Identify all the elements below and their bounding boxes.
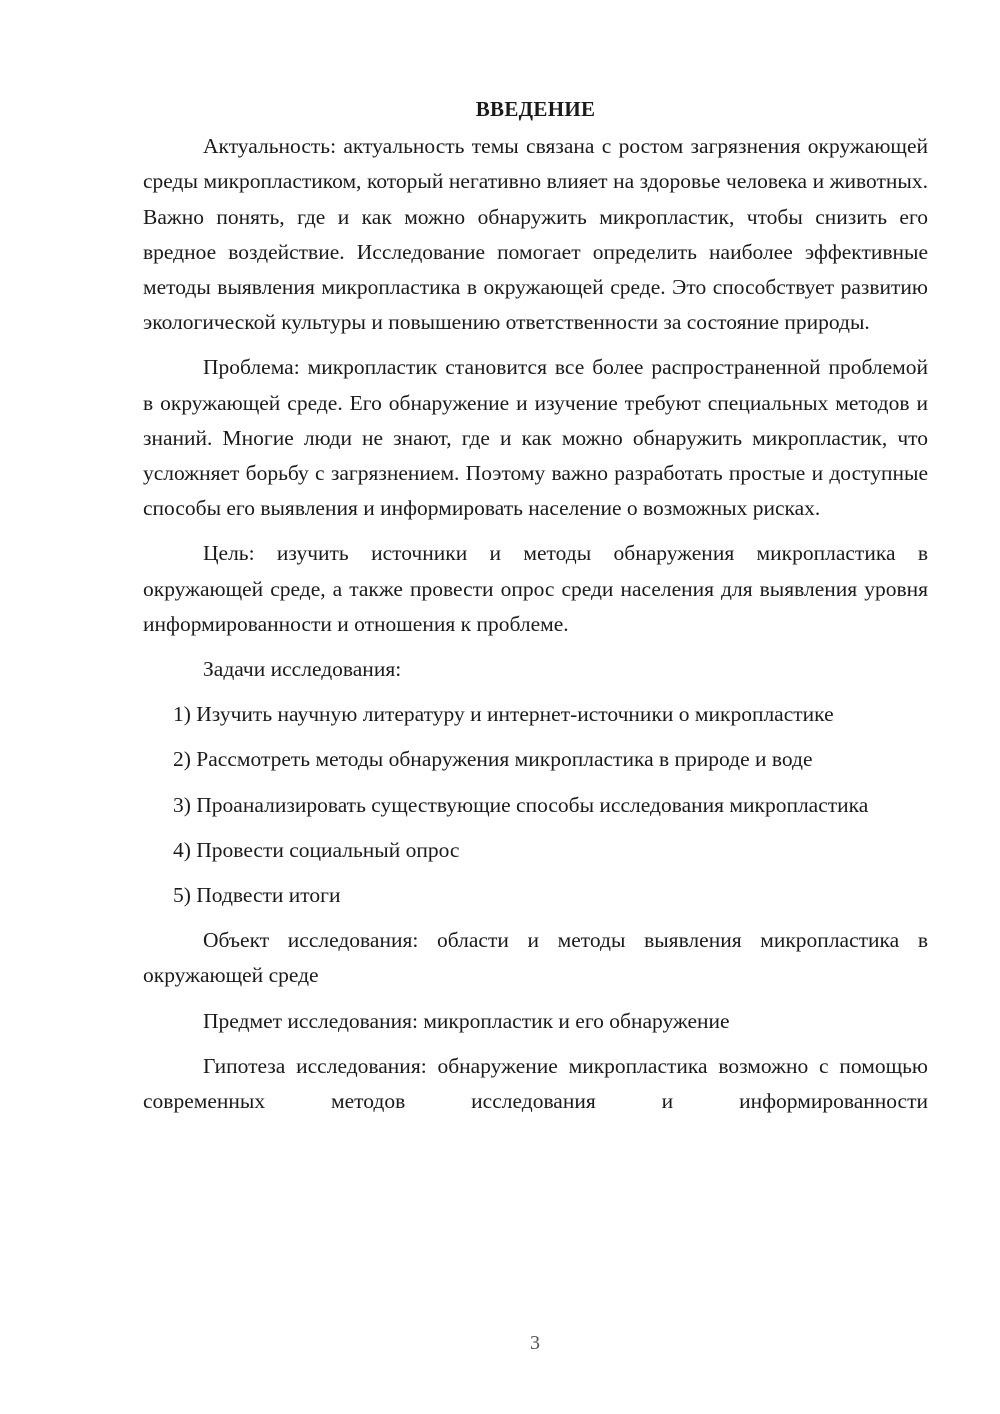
paragraph-goal: Цель: изучить источники и методы обнаружения микропластика в окружающей среде, а также провести опрос среди населения для выявления уровня информированности и отношения к проблеме. <box>143 541 928 636</box>
task-item: 4) Провести социальный опрос <box>173 837 460 862</box>
tasks-heading: Задачи исследования: <box>203 657 402 682</box>
task-item: 3) Проанализировать существующие способы исследования микропластика <box>173 792 869 817</box>
paragraph-hypothesis: Гипотеза исследования: обнаружение микропластика возможно с помощью современных методов исследования и информированности <box>143 1053 928 1114</box>
task-item: 5) Подвести итоги <box>173 883 341 908</box>
task-item: 1) Изучить научную литературу и интернет-источники о микропластике <box>173 702 834 727</box>
paragraph-problem: Проблема: микропластик становится все более распространенной проблемой в окружающей среде. Его обнаружение и изучение требуют специальных методов и знаний. Многие люди не знают, где и как можно обнаружить микропластик, что усложняет борьбу с загрязнением. Поэтому важно разработать простые и доступные способы его выявления и информировать население о возможных рисках. <box>143 355 928 521</box>
page-content <box>143 92 928 1129</box>
task-item: 2) Рассмотреть методы обнаружения микропластика в природе и воде <box>173 747 813 772</box>
page-number: 3 <box>530 1332 540 1354</box>
paragraph-object: Объект исследования: области и методы выявления микропластика в окружающей среде <box>143 928 928 988</box>
section-title: ВВЕДЕНИЕ <box>475 97 596 121</box>
paragraph-relevance: Актуальность: актуальность темы связана с ростом загрязнения окружающей среды микропластиком, который негативно влияет на здоровье человека и животных. Важно понять, где и как можно обнаружить микропластик, чтобы снизить его вредное воздействие. Исследование помогает определить наиболее эффективные методы выявления микропластика в окружающей среде. Это способствует развитию экологической культуры и повышению ответственности за состояние природы. <box>143 134 928 335</box>
paragraph-subject: Предмет исследования: микропластик и его обнаружение <box>203 1008 730 1033</box>
